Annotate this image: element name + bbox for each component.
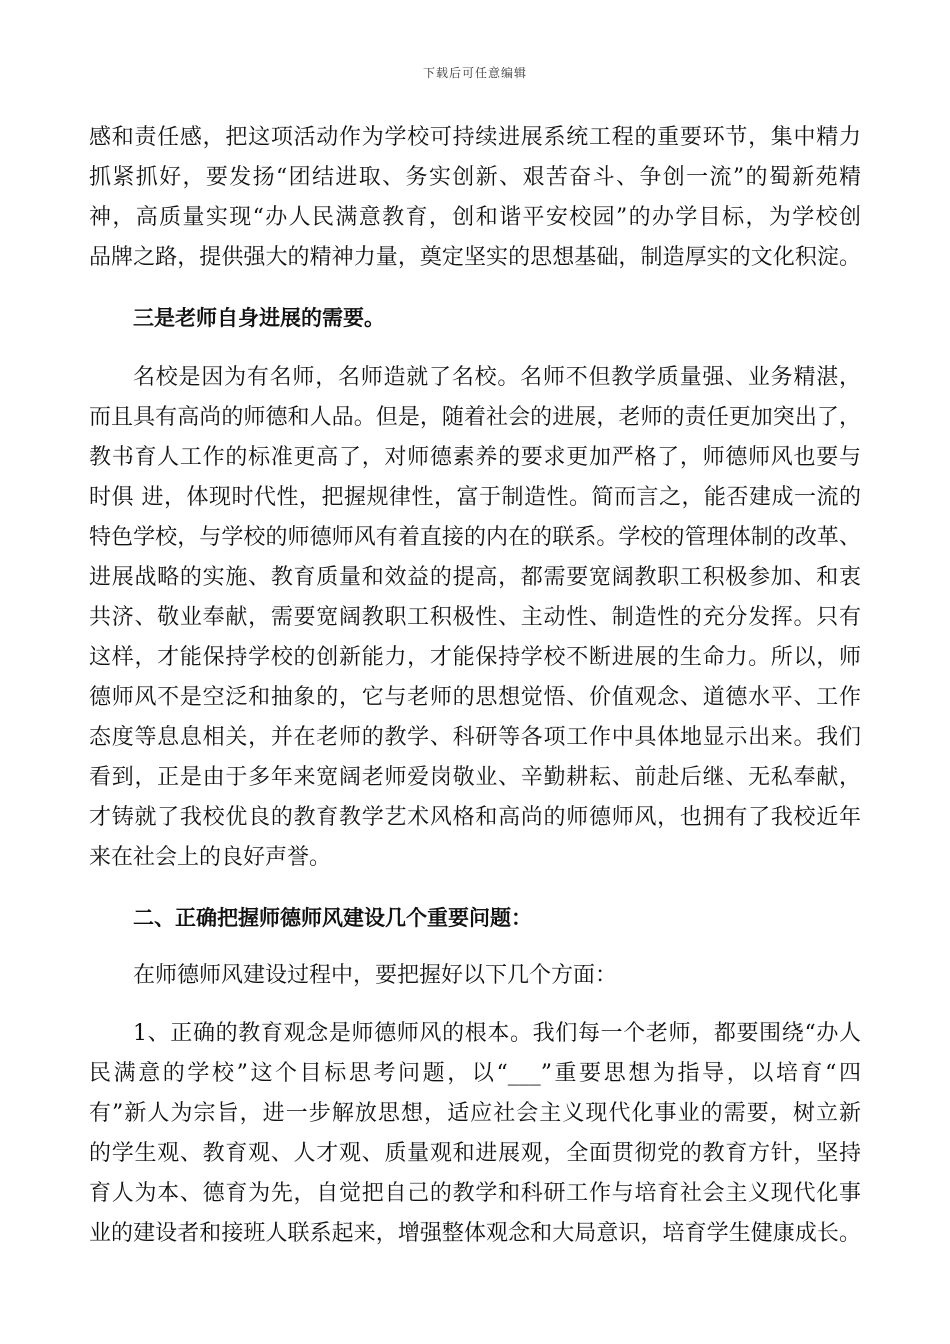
text-line: 这样，才能保持学校的创新能力，才能保持学校不断进展的生命力。所以，师 — [89, 645, 861, 670]
page-header: 下载后可任意编辑 — [422, 66, 527, 80]
document-body — [89, 118, 861, 1254]
text-line: 名校是因为有名师，名师造就了名校。名师不但教学质量强、业务精湛， — [133, 365, 861, 390]
heading-text: 二、正确把握师德师风建设几个重要问题： — [133, 906, 532, 930]
text-line: 品牌之路，提供强大的精神力量，奠定坚实的思想基础，制造厚实的文化积淀。 — [89, 245, 861, 270]
text-line: 时俱 进，体现时代性，把握规律性，富于制造性。简而言之，能否建成一流的 — [89, 485, 861, 510]
text-line: 在师德师风建设过程中，要把握好以下几个方面： — [133, 963, 618, 988]
text-line: 1、正确的教育观念是师德师风的根本。我们每一个老师，都要围绕“办人 — [133, 1021, 861, 1046]
text-line: 进展战略的实施、教育质量和效益的提高，都需要宽阔教职工积极参加、和衷 — [89, 565, 861, 590]
section-heading-3 — [89, 298, 861, 338]
text-line: 有”新人为宗旨，进一步解放思想，适应社会主义现代化事业的需要，树立新 — [89, 1101, 861, 1126]
text-line: 而且具有高尚的师德和人品。但是，随着社会的进展，老师的责任更加突出了， — [89, 405, 861, 430]
paragraph-3 — [89, 956, 861, 996]
text-line: 态度等息息相关，并在老师的教学、科研等各项工作中具体地显示出来。我们 — [89, 725, 861, 750]
text-line: 感和责任感，把这项活动作为学校可持续进展系统工程的重要环节，集中精力 — [89, 125, 861, 150]
paragraph-1 — [89, 118, 861, 278]
text-line: 才铸就了我校优良的教育教学艺术风格和高尚的师德师风，也拥有了我校近年 — [89, 805, 861, 830]
paragraph-2 — [89, 358, 861, 878]
text-line: 神，高质量实现“办人民满意教育，创和谐平安校园”的办学目标，为学校创 — [89, 205, 861, 230]
text-line: 来在社会上的良好声誉。 — [89, 845, 332, 870]
text-line: 业的建设者和接班人联系起来，增强整体观念和大局意识，培育学生健康成长。 — [89, 1221, 861, 1246]
text-line: 抓紧抓好，要发扬“团结进取、务实创新、艰苦奋斗、争创一流”的蜀新苑精 — [89, 165, 861, 190]
heading-text: 三是老师自身进展的需要。 — [133, 306, 385, 330]
paragraph-4 — [89, 1014, 861, 1254]
section-heading-2 — [89, 898, 861, 938]
text-line: 特色学校，与学校的师德师风有着直接的内在的联系。学校的管理体制的改革、 — [89, 525, 861, 550]
text-line: 德师风不是空泛和抽象的，它与老师的思想觉悟、价值观念、道德水平、工作 — [89, 685, 861, 710]
text-line: 育人为本、德育为先，自觉把自己的教学和科研工作与培育社会主义现代化事 — [89, 1181, 861, 1206]
text-line: 教书育人工作的标准更高了，对师德素养的要求更加严格了，师德师风也要与 — [89, 445, 861, 470]
text-line: 共济、敬业奉献，需要宽阔教职工积极性、主动性、制造性的充分发挥。只有 — [89, 605, 861, 630]
text-line: 的学生观、教育观、人才观、质量观和进展观，全面贯彻党的教育方针，坚持 — [89, 1141, 861, 1166]
text-line: 看到，正是由于多年来宽阔老师爱岗敬业、辛勤耕耘、前赴后继、无私奉献， — [89, 765, 861, 790]
text-line: 民满意的学校”这个目标思考问题，以“___”重要思想为指导，以培育“四 — [89, 1061, 861, 1086]
